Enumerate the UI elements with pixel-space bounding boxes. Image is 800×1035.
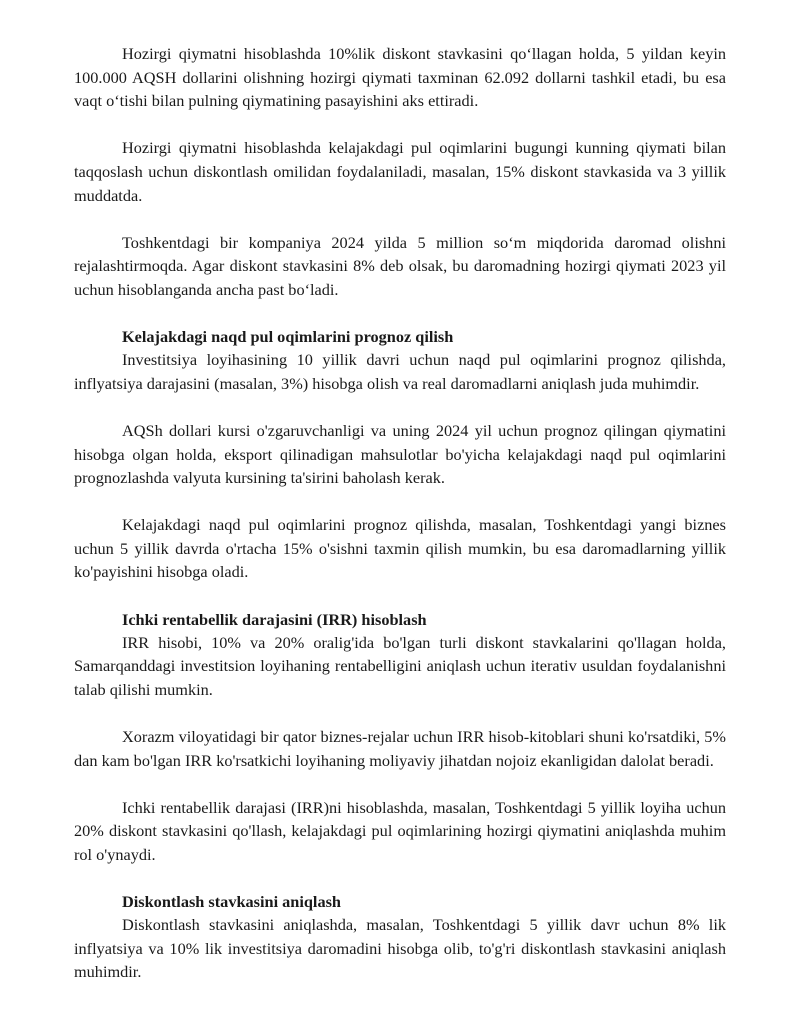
heading-cash-flow-forecast: Kelajakdagi naqd pul oqimlarini prognoz qilish (122, 327, 454, 347)
paragraph-new-business-growth: Kelajakdagi naqd pul oqimlarini prognoz qilishda, masalan, Toshkentdagi yangi biznes uchun 5 yillik davrda o'rtacha 15% o'sishni taxmin qilish mumkin, bu esa daromadlarning yillik ko'payishini hisobga oladi. (74, 515, 726, 582)
paragraph-irr-khorezm: Xorazm viloyatidagi bir qator biznes-rejalar uchun IRR hisob-kitoblari shuni ko'rsatdiki, 5% dan kam bo'lgan IRR ko'rsatkichi loyihaning moliyaviy jihatdan nojoiz ekanligidan dalolat beradi. (74, 727, 726, 770)
heading-irr-calculation: Ichki rentabellik darajasini (IRR) hisoblash (122, 609, 427, 629)
heading-discount-rate: Diskontlash stavkasini aniqlash (122, 892, 341, 912)
paragraph-tashkent-company: Toshkentdagi bir kompaniya 2024 yilda 5 million so‘m miqdorida daromad olishni rejalashtirmoqda. Agar diskont stavkasini 8% deb olsak, bu daromadning hozirgi qiymati 2023 yil uchun hisoblanganda ancha past bo‘ladi. (74, 232, 726, 299)
paragraph-usd-exchange-rate: AQSh dollari kursi o'zgaruvchanligi va uning 2024 yil uchun prognoz qilingan qiymatini hisobga olgan holda, eksport qilinadigan mahsulotlar bo'yicha kelajakdagi naqd pul oqimlarini prognozlashda valyuta kursining ta'sirini baholash kerak. (74, 420, 726, 488)
paragraph-irr-tashkent: Ichki rentabellik darajasi (IRR)ni hisoblashda, masalan, Toshkentdagi 5 yillik loyiha uchun 20% diskont stavkasini qo'llash, kelajakdagi pul oqimlarining hozirgi qiymatini aniqlashda muhim rol o'ynaydi. (74, 797, 726, 864)
paragraph-discount-factor: Hozirgi qiymatni hisoblashda kelajakdagi pul oqimlarini bugungi kunning qiymati bilan taqqoslash uchun diskontlash omilidan foydalaniladi, masalan, 15% diskont stavkasida va 3 yillik muddatda. (74, 138, 726, 205)
paragraph-present-value-example: Hozirgi qiymatni hisoblashda 10%lik diskont stavkasini qo‘llagan holda, 5 yildan keyin 100.000 AQSH dollarini olishning hozirgi qiymati taxminan 62.092 dollarni tashkil etadi, bu esa vaqt o‘tishi bilan pulning qiymatining pasayishini aks ettiradi. (74, 44, 726, 111)
paragraph-discount-rate: Diskontlash stavkasini aniqlashda, masalan, Toshkentdagi 5 yillik davr uchun 8% lik inflyatsiya va 10% lik investitsiya daromadini hisobga olib, to'g'ri diskontlash stavkasini aniqlash muhimdir. (74, 915, 726, 982)
paragraph-investment-project: Investitsiya loyihasining 10 yillik davri uchun naqd pul oqimlarini prognoz qilishda, inflyatsiya darajasini (masalan, 3%) hisobga olish va real daromadlarni aniqlash juda muhimdir. (74, 350, 726, 393)
document-page (74, 42, 726, 984)
paragraph-irr-samarkand: IRR hisobi, 10% va 20% oralig'ida bo'lgan turli diskont stavkalarini qo'llagan holda, Samarqanddagi investitsion loyihaning rentabelligini aniqlash uchun iterativ usuldan foydalanishni talab qilishi mumkin. (74, 632, 726, 699)
